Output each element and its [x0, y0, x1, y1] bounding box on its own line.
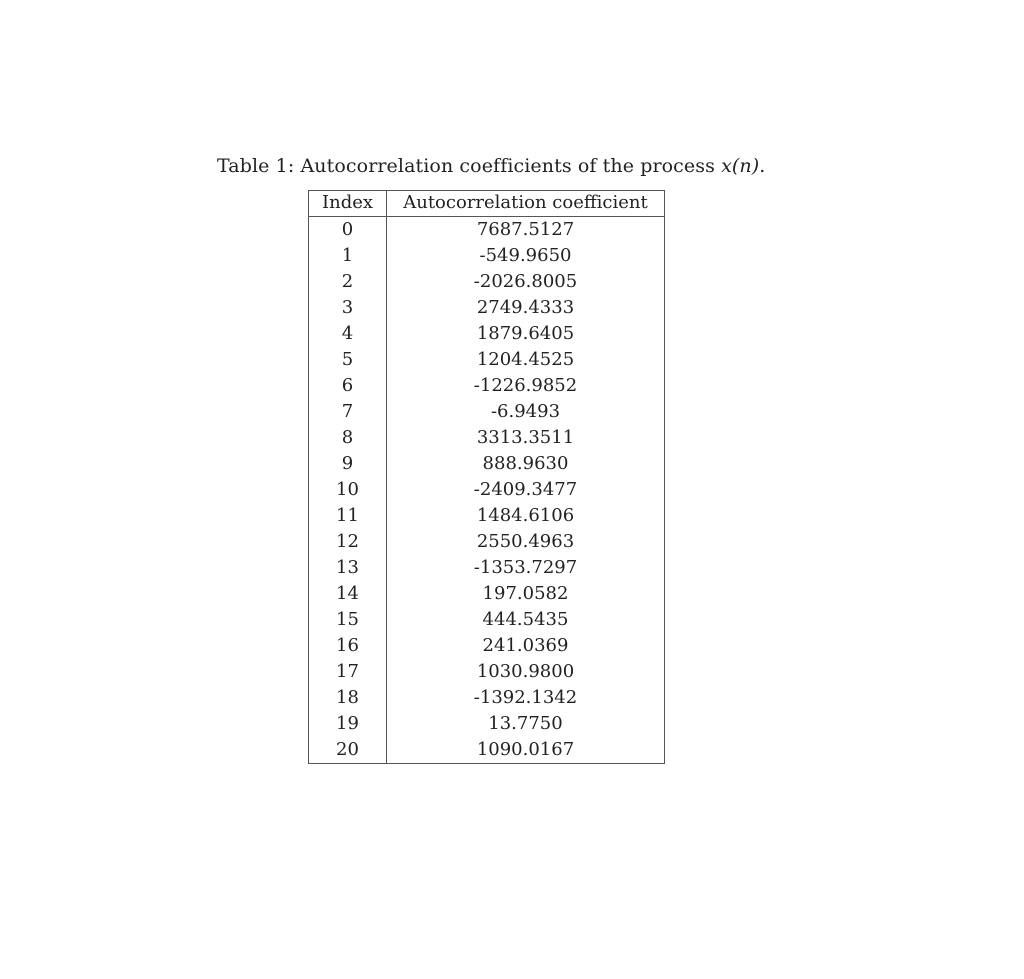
index-cell: 13 — [309, 555, 387, 581]
index-cell: 12 — [309, 529, 387, 555]
table-row — [309, 399, 665, 425]
index-cell: 5 — [309, 347, 387, 373]
index-cell: 0 — [309, 217, 387, 244]
index-cell: 14 — [309, 581, 387, 607]
coefficient-cell: -6.9493 — [387, 399, 665, 425]
caption-label: Table 1: — [217, 155, 295, 177]
table-row — [309, 633, 665, 659]
table-row — [309, 529, 665, 555]
index-cell: 1 — [309, 243, 387, 269]
index-cell: 8 — [309, 425, 387, 451]
table-row — [309, 425, 665, 451]
coefficient-cell: 197.0582 — [387, 581, 665, 607]
table-header-row — [309, 191, 665, 217]
coefficient-cell: -2409.3477 — [387, 477, 665, 503]
index-cell: 6 — [309, 373, 387, 399]
index-cell: 4 — [309, 321, 387, 347]
index-cell: 17 — [309, 659, 387, 685]
table-row — [309, 737, 665, 764]
index-header: Index — [309, 191, 387, 217]
coefficient-cell: 241.0369 — [387, 633, 665, 659]
table-caption — [217, 155, 765, 177]
coefficient-cell: -549.9650 — [387, 243, 665, 269]
coefficient-cell: 1090.0167 — [387, 737, 665, 764]
table-row — [309, 269, 665, 295]
index-cell: 11 — [309, 503, 387, 529]
table-row — [309, 321, 665, 347]
coefficient-cell: 444.5435 — [387, 607, 665, 633]
table-row — [309, 555, 665, 581]
index-cell: 19 — [309, 711, 387, 737]
table-row — [309, 373, 665, 399]
index-cell: 15 — [309, 607, 387, 633]
table-row — [309, 451, 665, 477]
table-body — [309, 217, 665, 764]
coefficient-cell: -1353.7297 — [387, 555, 665, 581]
coefficient-cell: 3313.3511 — [387, 425, 665, 451]
index-cell: 2 — [309, 269, 387, 295]
index-cell: 9 — [309, 451, 387, 477]
autocorrelation-table — [308, 190, 665, 764]
coefficient-cell: -2026.8005 — [387, 269, 665, 295]
table-row — [309, 581, 665, 607]
coefficient-cell: -1226.9852 — [387, 373, 665, 399]
index-cell: 10 — [309, 477, 387, 503]
table-row — [309, 217, 665, 244]
coefficient-cell: 2749.4333 — [387, 295, 665, 321]
coefficient-cell: 7687.5127 — [387, 217, 665, 244]
caption-text: Autocorrelation coefficients of the process — [300, 155, 715, 177]
coefficient-cell: 1204.4525 — [387, 347, 665, 373]
coefficient-cell: 2550.4963 — [387, 529, 665, 555]
table-row — [309, 607, 665, 633]
index-cell: 3 — [309, 295, 387, 321]
coefficient-cell: 1879.6405 — [387, 321, 665, 347]
coefficient-header: Autocorrelation coefficient — [387, 191, 665, 217]
table-row — [309, 243, 665, 269]
caption-period: . — [759, 155, 766, 177]
coefficient-cell: 1030.9800 — [387, 659, 665, 685]
table-row — [309, 503, 665, 529]
index-cell: 7 — [309, 399, 387, 425]
table-row — [309, 685, 665, 711]
table-row — [309, 477, 665, 503]
coefficient-cell: 888.9630 — [387, 451, 665, 477]
coefficient-cell: 1484.6106 — [387, 503, 665, 529]
index-cell: 18 — [309, 685, 387, 711]
index-cell: 20 — [309, 737, 387, 764]
index-cell: 16 — [309, 633, 387, 659]
coefficient-cell: 13.7750 — [387, 711, 665, 737]
table-row — [309, 711, 665, 737]
caption-math: x(n) — [721, 155, 760, 177]
table-row — [309, 295, 665, 321]
table-row — [309, 347, 665, 373]
coefficient-cell: -1392.1342 — [387, 685, 665, 711]
table-row — [309, 659, 665, 685]
